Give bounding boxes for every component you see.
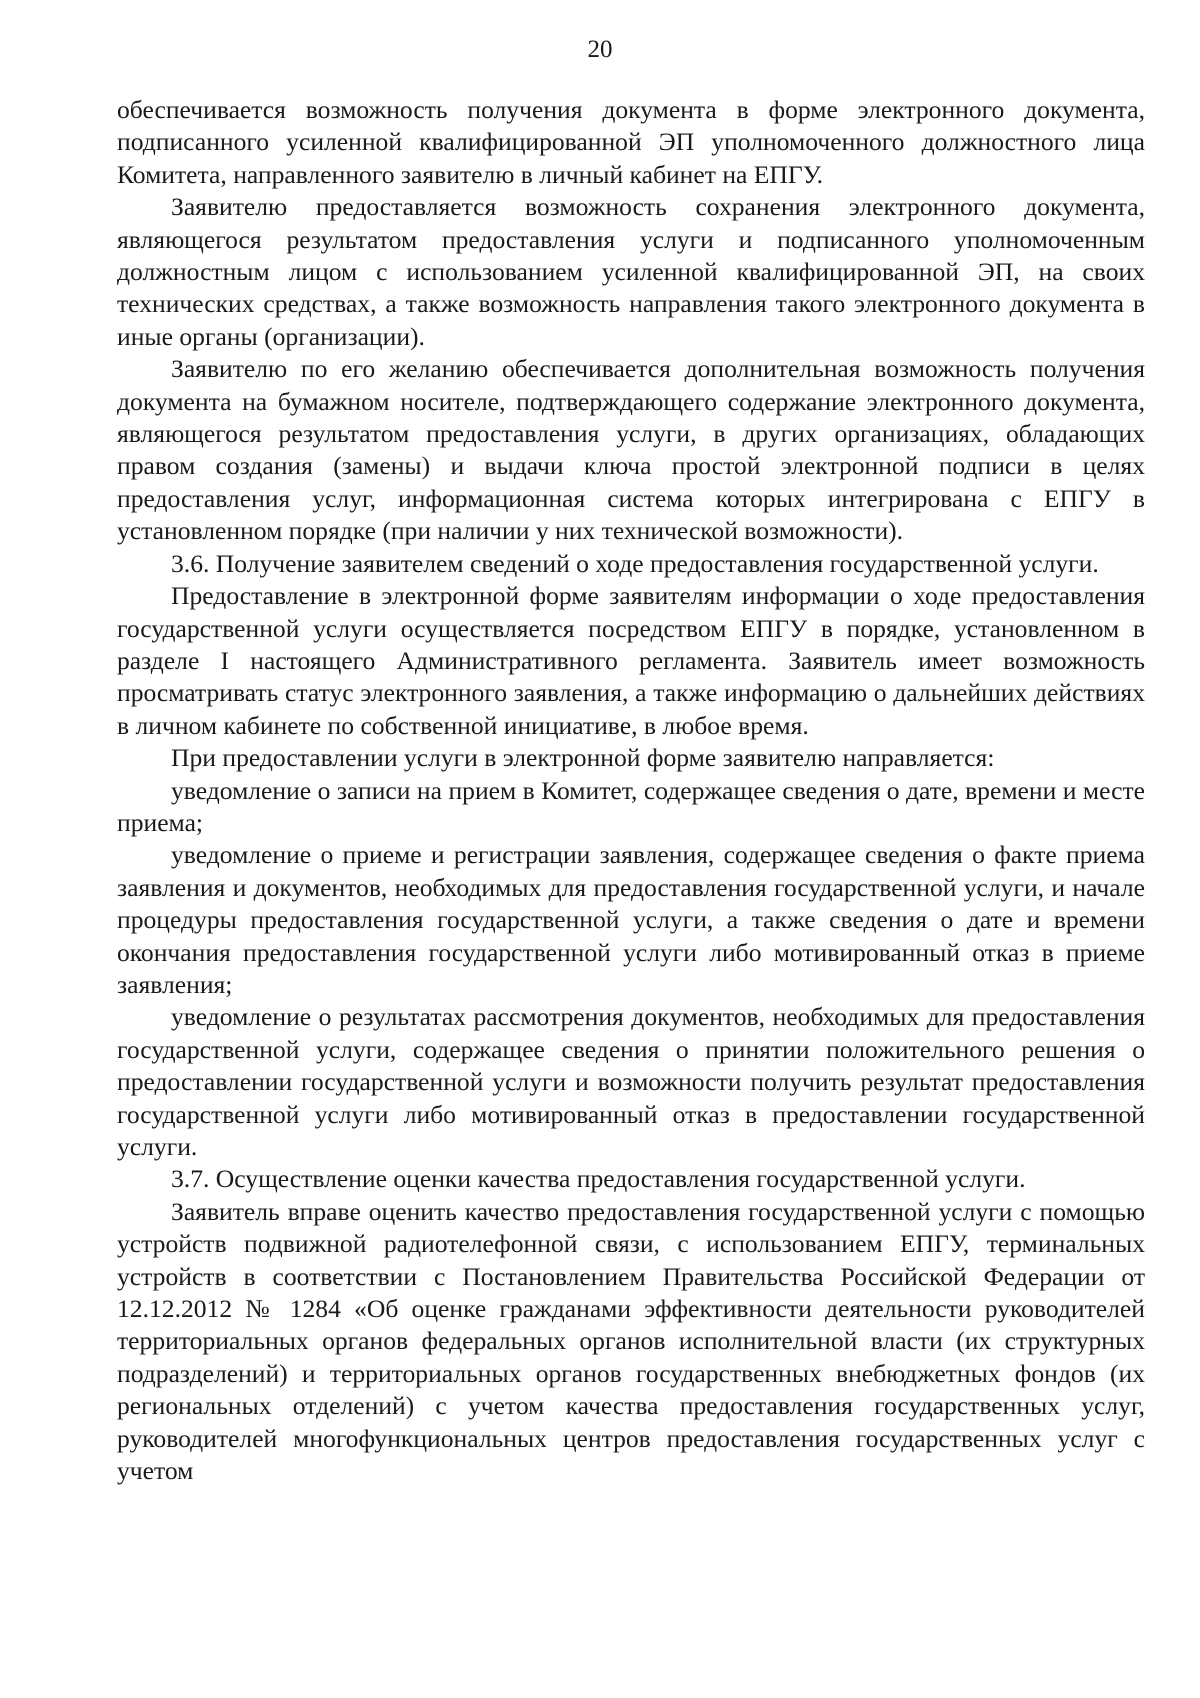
section-heading-3-7: 3.7. Осуществление оценки качества предоставления государственной услуги. bbox=[171, 1164, 1026, 1194]
list-item-appointment-notification: уведомление о записи на прием в Комитет, содержащее сведения о дате, времени и месте приема; bbox=[117, 775, 1145, 837]
paragraph-status-information: Предоставление в электронной форме заявителям информации о ходе предоставления государственной услуги осуществляется посредством ЕПГУ в порядке, установленном в разделе I настоящего Административного регламента. Заявитель имеет возможность просматривать статус электронного заявления, а также информацию о дальнейших действиях в личном кабинете по собственной инициативе, в любое время. bbox=[117, 581, 1145, 740]
section-heading-3-6: 3.6. Получение заявителем сведений о ходе предоставления государственной услуги. bbox=[171, 548, 1099, 578]
paragraph-document-saving: Заявителю предоставляется возможность сохранения электронного документа, являющегося результатом предоставления услуги и подписанного уполномоченным должностным лицом с использованием усиленной квалифицированной ЭП, на своих технических средствах, а также возможность направления такого электронного документа в иные органы (организации). bbox=[117, 192, 1145, 351]
list-item-registration-notification: уведомление о приеме и регистрации заявления, содержащее сведения о факте приема заявления и документов, необходимых для предоставления государственной услуги, и начале процедуры предоставления государственной услуги, а также сведения о дате и времени окончания предоставления государственной услуги либо мотивированный отказ в приеме заявления; bbox=[117, 840, 1145, 999]
paragraph-electronic-document-receipt: обеспечивается возможность получения документа в форме электронного документа, подписанного усиленной квалифицированной ЭП уполномоченного должностного лица Комитета, направленного заявителю в личный кабинет на ЕПГУ. bbox=[117, 95, 1145, 189]
page-number: 20 bbox=[587, 36, 613, 63]
paragraph-quality-assessment: Заявитель вправе оценить качество предоставления государственной услуги с помощью устройств подвижной радиотелефонной связи, с использованием ЕПГУ, терминальных устройств в соответствии с Постановлением Правительства Российской Федерации от 12.12.2012 № 1284 «Об оценке гражданами эффективности деятельности руководителей территориальных органов федеральных органов исполнительной власти (их структурных подразделений) и территориальных органов государственных внебюджетных фондов (их региональных отделений) с учетом качества предоставления государственных услуг, руководителей многофункциональных центров предоставления государственных услуг с учетом bbox=[117, 1196, 1145, 1486]
paragraph-paper-copy: Заявителю по его желанию обеспечивается дополнительная возможность получения документа на бумажном носителе, подтверждающего содержание электронного документа, являющегося результатом предоставления услуги, в других организациях, обладающих правом создания (замены) и выдачи ключа простой электронной подписи в целях предоставления услуг, информационная система которых интегрирована с ЕПГУ в установленном порядке (при наличии у них технической возможности). bbox=[117, 354, 1145, 546]
document-body bbox=[117, 94, 1145, 1487]
list-item-result-notification: уведомление о результатах рассмотрения документов, необходимых для предоставления государственной услуги, содержащее сведения о принятии положительного решения о предоставлении государственной услуги и возможности получить результат предоставления государственной услуги либо мотивированный отказ в предоставлении государственной услуги. bbox=[117, 1002, 1145, 1161]
paragraph-notifications-intro: При предоставлении услуги в электронной форме заявителю направляется: bbox=[171, 743, 995, 773]
